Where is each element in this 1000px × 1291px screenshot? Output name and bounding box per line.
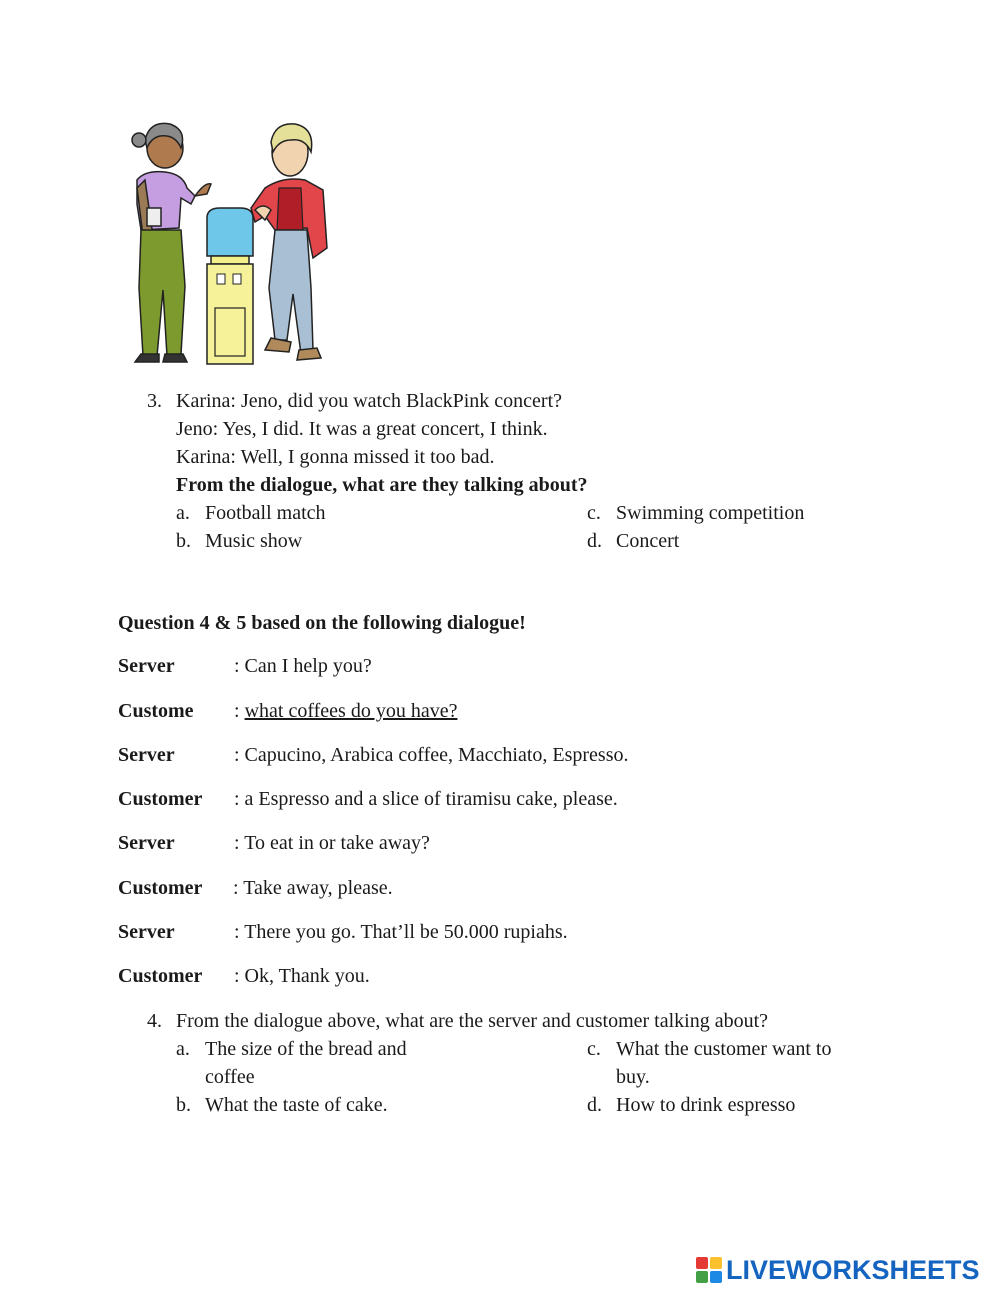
man-figure — [251, 124, 327, 360]
question-4-number: 4. — [147, 1010, 162, 1032]
dialogue-line: : Capucino, Arabica coffee, Macchiato, Espresso. — [234, 744, 629, 766]
q4-option-b-letter: b. — [176, 1094, 191, 1116]
speaker-label: Server — [118, 832, 175, 854]
q3-option-b-letter: b. — [176, 530, 191, 552]
dialogue-line: : To eat in or take away? — [234, 832, 430, 854]
q3-option-d-letter: d. — [587, 530, 602, 552]
speaker-label: Server — [118, 744, 175, 766]
q3-option-b[interactable]: Music show — [205, 530, 303, 552]
liveworksheets-logo[interactable] — [696, 1254, 980, 1286]
speaker-label: Customer — [118, 965, 203, 987]
q4-option-a-letter: a. — [176, 1038, 190, 1060]
logo-block — [710, 1271, 722, 1283]
q4-option-b[interactable]: What the taste of cake. — [205, 1094, 388, 1116]
dialogue-line: : There you go. That’ll be 50.000 rupiahs. — [234, 921, 568, 943]
logo-block — [696, 1257, 708, 1269]
logo-block — [710, 1257, 722, 1269]
q4-option-d-letter: d. — [587, 1094, 602, 1116]
dialogue-heading: Question 4 & 5 based on the following dialogue! — [118, 612, 526, 634]
q3-option-c-letter: c. — [587, 502, 601, 524]
dialogue-line: : Can I help you? — [234, 655, 372, 677]
logo-blocks-icon — [696, 1257, 722, 1283]
q3-option-d[interactable]: Concert — [616, 530, 680, 552]
logo-text: LIVEWORKSHEETS — [726, 1254, 980, 1285]
water-cooler — [207, 208, 253, 364]
speaker-label: Customer — [118, 877, 203, 899]
q3-option-c[interactable]: Swimming competition — [616, 502, 805, 524]
illustration-people-water-cooler — [115, 118, 335, 370]
q4-option-c-letter: c. — [587, 1038, 601, 1060]
woman-figure — [132, 123, 211, 362]
dialogue-line-jeno: Jeno: Yes, I did. It was a great concert, I think. — [176, 418, 548, 440]
dialogue-line: : Take away, please. — [233, 877, 393, 899]
dialogue-line-karina-2: Karina: Well, I gonna missed it too bad. — [176, 446, 495, 468]
speaker-label: Server — [118, 655, 175, 677]
dialogue-line: : Ok, Thank you. — [234, 965, 370, 987]
q3-option-a[interactable]: Football match — [205, 502, 326, 524]
q4-option-c-line1[interactable]: What the customer want to — [616, 1038, 832, 1060]
question-3-prompt: From the dialogue, what are they talking about? — [176, 474, 588, 496]
q4-option-c-line2[interactable]: buy. — [616, 1066, 650, 1088]
underlined-answer: what coffees do you have? — [244, 700, 458, 722]
dialogue-line-karina-1: Karina: Jeno, did you watch BlackPink concert? — [176, 390, 562, 412]
speaker-label: Server — [118, 921, 175, 943]
question-4-prompt: From the dialogue above, what are the server and customer talking about? — [176, 1010, 769, 1032]
question-3-number: 3. — [147, 390, 162, 412]
q4-option-a-line2[interactable]: coffee — [205, 1066, 255, 1088]
speaker-label: Custome — [118, 700, 194, 722]
q4-option-a-line1[interactable]: The size of the bread and — [205, 1038, 407, 1060]
q3-option-a-letter: a. — [176, 502, 190, 524]
colon: : — [234, 700, 245, 722]
q4-option-d[interactable]: How to drink espresso — [616, 1094, 796, 1116]
speaker-label: Customer — [118, 788, 203, 810]
dialogue-line: : a Espresso and a slice of tiramisu cake, please. — [234, 788, 618, 810]
logo-block — [696, 1271, 708, 1283]
dialogue-line — [234, 700, 457, 723]
